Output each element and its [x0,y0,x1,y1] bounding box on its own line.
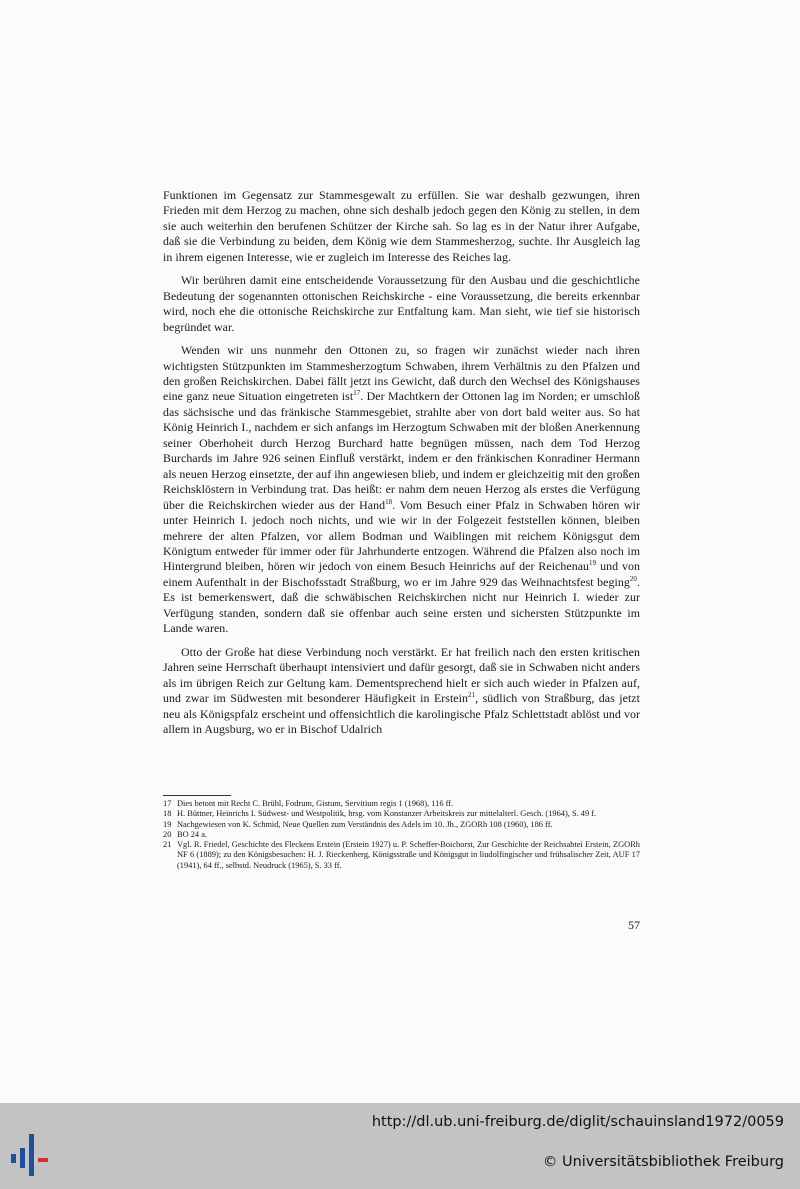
footnote-reference: 21 [468,691,476,700]
footnote-text: Nachgewiesen von K. Schmid, Neue Quellen zum Verständnis des Adels im 10. Jh., ZGORh 108 (1960), 186 ff. [177,819,553,829]
paragraph-text: und von einem Aufenthalt in der Bischofsstadt Straßburg, wo er im Jahre 929 das Weihnachtsfest beging [163,559,640,589]
library-logo-icon [10,1134,50,1176]
footnote-reference: 20 [629,574,637,583]
footnote [163,820,640,830]
paragraph [163,343,640,637]
paragraph-text: Otto der Große hat diese Verbindung noch verstärkt. Er hat freilich nach den ersten kritischen Jahren seine Herrschaft überhaupt intensiviert und dafür gesorgt, daß sie in Schwaben nicht anders als im übrigen Reich zur Geltung kam. Dementsprechend hielt er sich auch wieder in Pfalzen auf, und zwar im Südwesten mit besonderer Häufigkeit in Erstein [163,644,640,706]
paragraph-text: . Vom Besuch einer Pfalz in Schwaben hören wir unter Heinrich I. jedoch noch nichts, und wie wir in der Folgezeit feststellen können, bleiben mehrere der alten Pfalzen, vor allem Bodman und Waiblingen mit reichem Königsgut dem Königtum entweder für immer oder für Jahrhunderte entzogen. Während die Pfalzen also noch im Hintergrund bleiben, hören wir jedoch von einem Besuch Heinrichs auf der Reichenau [163,497,641,574]
footnote-number: 20 [163,829,172,839]
footnote-text: BO 24 a. [177,829,208,839]
footnote [163,809,640,819]
footnote-reference: 17 [353,389,361,398]
paragraph [163,645,640,738]
footnotes [163,799,640,871]
footnote-number: 17 [163,799,172,808]
footnote-number: 19 [163,819,172,829]
footnote-number: 21 [163,840,172,850]
footnote-rule [163,795,231,796]
footnote-text: Vgl. R. Friedel, Geschichte des Fleckens Erstein (Erstein 1927) u. P. Scheffer-Boichorst, Zur Geschichte der Reichsabtei Erstein, ZGORh NF 6 (1889); zu den Königsbesuchen: H. J. Rieckenberg, Königsstraße und Königsgut in liudolfingischer und frühsalischer Zeit, AUF 17 (1941), 64 ff., selbstd. Neudruck (1965), S. 33 ff. [177,840,640,870]
body-text [163,188,640,745]
source-url-link[interactable]: http://dl.ub.uni-freiburg.de/diglit/schauinsland1972/0059 [371,1114,784,1130]
footnote [163,840,640,871]
paragraph [163,273,640,335]
footnote [163,799,640,809]
paragraph-text: Wenden wir uns nunmehr den Ottonen zu, so fragen wir zunächst wieder nach ihren wichtigsten Stützpunkten im Stammesherzogtum Schwaben, ihrem Verhältnis zu den Pfalzen und den großen Reichskirchen. Dabei fällt jetzt ins Gewicht, daß durch den Wechsel des Königshauses eine ganz neue Situation eingetreten ist [163,343,640,404]
copyright-text: © Universitätsbibliothek Freiburg [542,1154,784,1170]
paragraph-text: Wir berühren damit eine entscheidende Voraussetzung für den Ausbau und die geschichtliche Bedeutung der sogenannten ottonischen Reichskirche - eine Voraussetzung, die bereits erkennbar wird, noch ehe die ottonische Reichskirche zur Entfaltung kam. Man sieht, wie tief sie historisch begründet war. [163,273,640,334]
page-number: 57 [628,918,640,932]
paragraph-text: Funktionen im Gegensatz zur Stammesgewalt zu erfüllen. Sie war deshalb gezwungen, ihren Frieden mit dem Herzog zu machen, ohne sich deshalb jedoch gegen den König zu stellen, in dem sie auch weiterhin den berufenen Schützer der Kirche sah. So lag es in der Natur ihrer Aufgabe, daß sie die Verbindung zu beiden, dem König wie dem Stammesherzog, suchte. Ihr Ausgleich lag in ihrem eigenen Interesse, wie er zugleich im Interesse des Reiches lag. [163,188,640,264]
paragraph [163,188,640,265]
footer-bar [0,1103,800,1189]
footnote-text: H. Büttner, Heinrichs I. Südwest- und Westpolitik, hrsg. vom Konstanzer Arbeitskreis zur mittelalterl. Gesch. (1964), S. 49 f. [177,809,597,819]
paragraph-text: . Der Machtkern der Ottonen lag im Norden; er umschloß das sächsische und das fränkische Stammesgebiet, strahlte aber von dort bald weiter aus. So hat König Heinrich I., nachdem er sich anfangs im Herzogtum Schwaben mit der bloßen Anerkennung seiner Oberhoheit durch Herzog Burchard hatte begnügen müssen, nach dem Tod Herzog Burchards im Jahre 926 seinen Einfluß verstärkt, indem er den fränkischen Konradiner Hermann als neuen Herzog einsetzte, der auf ihn angewiesen blieb, und indem er gleichzeitig mit den großen Reichsklöstern in Verbindung trat. Das heißt: er nahm dem neuen Herzog als erstes die Verfügung über die Reichskirchen wieder aus der Hand [163,389,640,512]
paragraph-text: , südlich von Straßburg, das jetzt neu als Königspfalz erscheint und offensichtlich die karolingische Pfalz Schlettstadt ablöst und vor allem in Augsburg, wo er in Bischof Udalrich [163,691,640,736]
footnote-text: Dies betont mit Recht C. Brühl, Fodrum, Gistum, Servitium regis 1 (1968), 116 ff. [177,799,454,808]
footnote [163,830,640,840]
paragraph-text: . Es ist bemerkenswert, daß die schwäbischen Reichskirchen nicht nur Heinrich I. wieder zur Verfügung standen, sondern daß sie offenbar auch seine ersten und sichersten Stützpunkte im Lande waren. [163,574,640,636]
footnote-reference: 18 [385,497,393,506]
footnote-number: 18 [163,809,172,819]
footnote-reference: 19 [589,559,597,568]
